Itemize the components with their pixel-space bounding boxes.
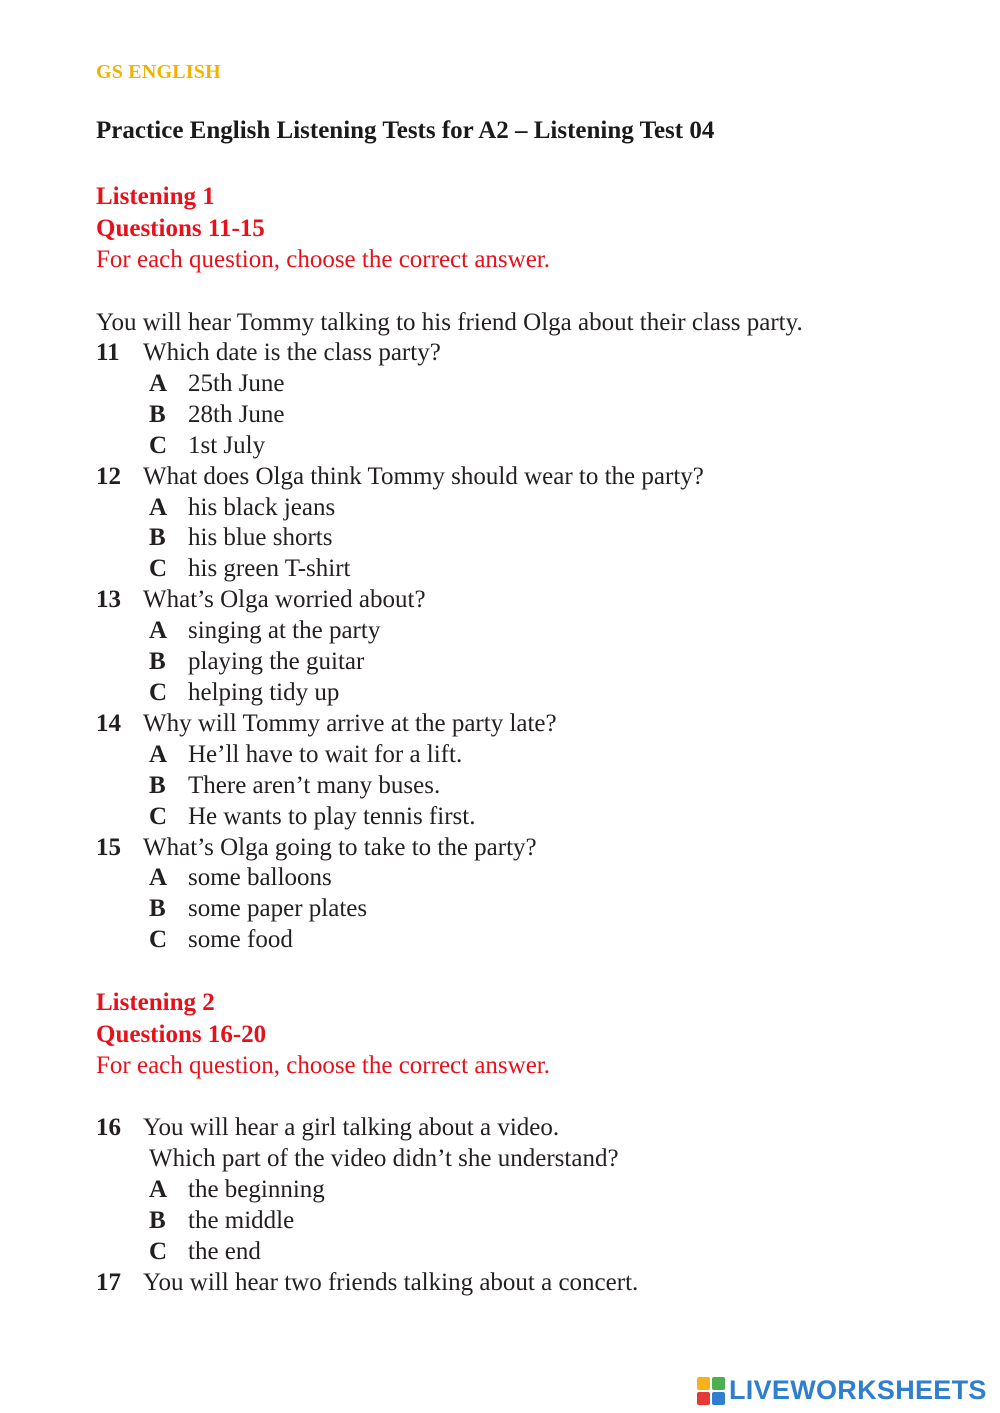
answer-option-a[interactable]: [96, 616, 976, 647]
option-letter: C: [149, 926, 168, 954]
option-letter: C: [149, 678, 168, 706]
option-letter: C: [149, 1237, 168, 1265]
question-15: [96, 833, 976, 957]
answer-option-b[interactable]: [96, 894, 976, 925]
answer-option-b[interactable]: [96, 647, 976, 678]
section-intro: You will hear Tommy talking to his friend Olga about their class party.: [96, 309, 803, 336]
logo-text: LIVEWORKSHEETS: [729, 1375, 987, 1405]
section-instruction: For each question, choose the correct answer.: [96, 246, 551, 273]
answer-options: [96, 369, 976, 462]
option-text: the beginning: [188, 1175, 325, 1203]
questions-range: Questions 11-15: [96, 215, 265, 242]
answer-options: [96, 740, 976, 833]
option-letter: A: [149, 740, 168, 768]
answer-option-a[interactable]: [96, 1175, 976, 1206]
answer-option-b[interactable]: [96, 771, 976, 802]
answer-option-b[interactable]: [96, 523, 976, 554]
option-letter: C: [149, 555, 168, 583]
question-text: What’s Olga going to take to the party?: [143, 833, 537, 861]
answer-option-c[interactable]: [96, 678, 976, 709]
question-16: [96, 1113, 976, 1268]
option-text: some paper plates: [188, 895, 368, 923]
option-letter: B: [149, 400, 166, 428]
option-letter: B: [149, 1206, 166, 1234]
question-12: [96, 462, 976, 586]
option-text: helping tidy up: [188, 678, 340, 706]
option-text: 25th June: [188, 369, 285, 397]
option-text: There aren’t many buses.: [188, 771, 441, 799]
answer-option-a[interactable]: [96, 863, 976, 894]
option-letter: B: [149, 524, 166, 552]
question-number: 11: [96, 339, 120, 366]
logo-mark-tile: [697, 1377, 710, 1390]
listening-section-2: [96, 987, 976, 1298]
question-number: 17: [96, 1268, 121, 1296]
question-list: [96, 1113, 976, 1298]
question-text: Why will Tommy arrive at the party late?: [143, 709, 557, 737]
listening-section-1: [96, 181, 976, 956]
option-text: the middle: [188, 1206, 295, 1234]
section-heading: Listening 1: [96, 183, 215, 210]
answer-options: [96, 863, 976, 956]
questions-range: Questions 16-20: [96, 1021, 267, 1048]
option-letter: C: [149, 431, 168, 459]
answer-option-c[interactable]: [96, 1237, 976, 1268]
option-letter: A: [149, 1175, 168, 1203]
question-14: [96, 709, 976, 833]
brand-label: GS ENGLISH: [96, 61, 221, 83]
answer-option-c[interactable]: [96, 431, 976, 462]
answer-option-b[interactable]: [96, 1206, 976, 1237]
question-subtext: Which part of the video didn’t she understand?: [149, 1144, 619, 1172]
question-number: 12: [96, 462, 121, 490]
option-letter: A: [149, 617, 168, 645]
question-text: What’s Olga worried about?: [143, 586, 426, 614]
answer-options: [96, 493, 976, 586]
option-text: singing at the party: [188, 617, 381, 645]
option-letter: B: [149, 648, 166, 676]
answer-option-a[interactable]: [96, 493, 976, 524]
option-text: 1st July: [188, 431, 266, 459]
option-letter: B: [149, 771, 166, 799]
question-number: 14: [96, 709, 121, 737]
answer-options: [96, 1175, 976, 1268]
answer-option-c[interactable]: [96, 554, 976, 585]
option-text: his green T-shirt: [188, 555, 351, 583]
answer-options: [96, 616, 976, 709]
option-text: some balloons: [188, 864, 332, 892]
question-list: [96, 338, 976, 956]
option-letter: A: [149, 369, 168, 397]
option-letter: C: [149, 802, 168, 830]
question-13: [96, 585, 976, 709]
option-text: He wants to play tennis first.: [188, 802, 476, 830]
question-number: 15: [96, 833, 121, 861]
option-text: some food: [188, 926, 293, 954]
question-number: 16: [96, 1114, 121, 1141]
logo-mark-icon: [697, 1377, 725, 1405]
section-instruction: For each question, choose the correct answer.: [96, 1052, 551, 1079]
option-text: the end: [188, 1237, 261, 1265]
answer-option-b[interactable]: [96, 400, 976, 431]
option-text: his black jeans: [188, 493, 336, 521]
answer-option-c[interactable]: [96, 802, 976, 833]
question-text: You will hear a girl talking about a video.: [143, 1114, 560, 1141]
question-number: 13: [96, 586, 121, 614]
option-letter: A: [149, 864, 168, 892]
question-17: [96, 1268, 976, 1299]
option-letter: A: [149, 493, 168, 521]
answer-option-c[interactable]: [96, 925, 976, 956]
option-text: 28th June: [188, 400, 285, 428]
logo-mark-tile: [697, 1392, 710, 1405]
logo-mark-tile: [712, 1392, 725, 1405]
option-text: He’ll have to wait for a lift.: [188, 740, 463, 768]
answer-option-a[interactable]: [96, 740, 976, 771]
answer-option-a[interactable]: [96, 369, 976, 400]
question-11: [96, 338, 976, 462]
section-heading: Listening 2: [96, 989, 215, 1016]
document-title: Practice English Listening Tests for A2 – Listening Test 04: [96, 117, 715, 144]
option-text: his blue shorts: [188, 524, 333, 552]
option-text: playing the guitar: [188, 648, 365, 676]
question-text: You will hear two friends talking about a concert.: [143, 1268, 639, 1296]
question-text: Which date is the class party?: [143, 339, 441, 366]
question-text: What does Olga think Tommy should wear to the party?: [143, 462, 704, 490]
option-letter: B: [149, 895, 166, 923]
logo-mark-tile: [712, 1377, 725, 1390]
liveworksheets-logo: [697, 1375, 987, 1406]
